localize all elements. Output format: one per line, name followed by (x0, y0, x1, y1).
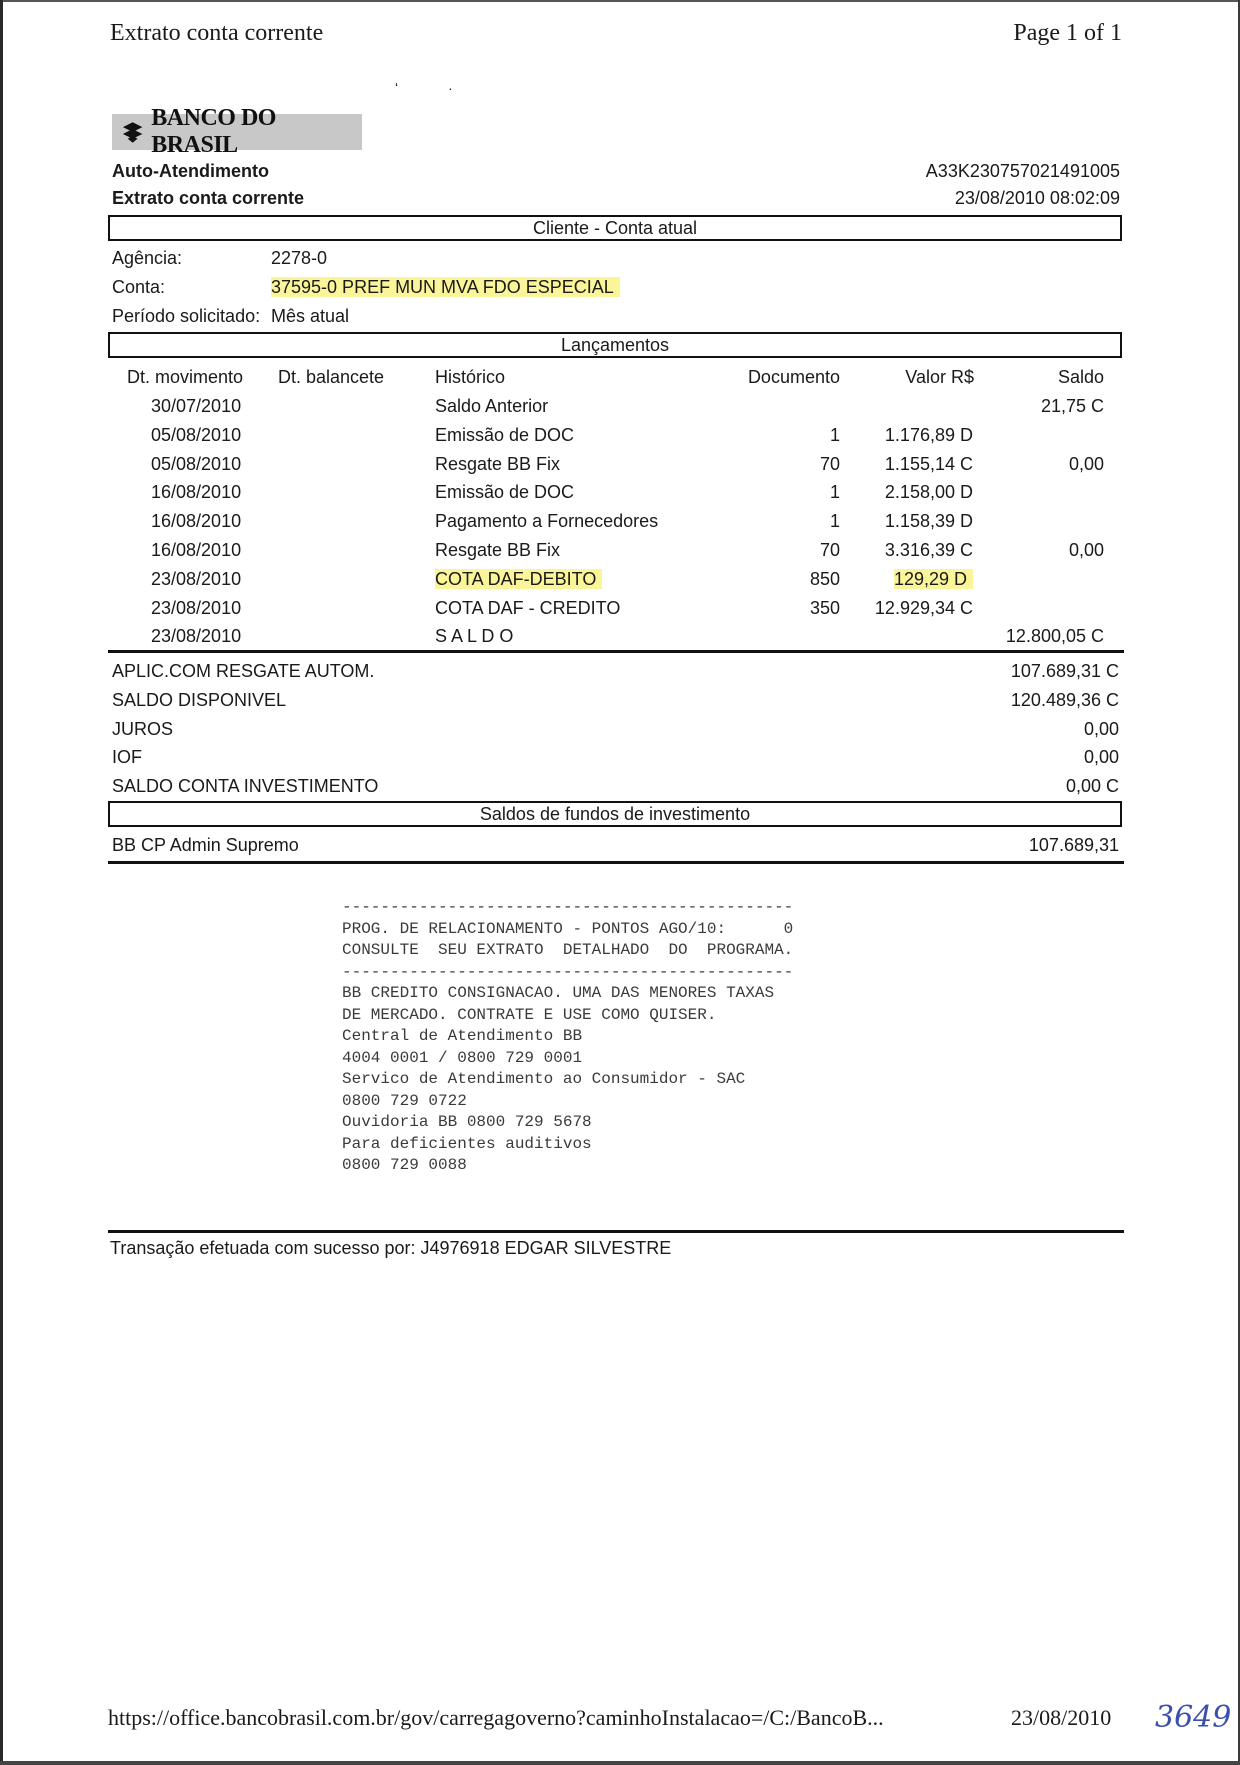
scan-edge-bottom (0, 1761, 1240, 1765)
col-valor: Valor R$ (905, 367, 974, 387)
message-line: DE MERCADO. CONTRATE E USE COMO QUISER. (342, 1005, 717, 1024)
periodo-label: Período solicitado: (112, 306, 261, 326)
document-title: Extrato conta corrente (112, 188, 305, 208)
lancamentos-header: Lançamentos (108, 332, 1122, 358)
cell-valor: 1.158,39 D (884, 511, 973, 532)
cell-dt-movimento: 23/08/2010 (151, 626, 242, 647)
cell-valor: 1.176,89 D (884, 424, 973, 445)
col-dt-movimento: Dt. movimento (127, 367, 244, 387)
handwritten-page-number: 3649 (1155, 1700, 1232, 1735)
print-url: https://office.bancobrasil.com.br/gov/carregagoverno?caminhoInstalacao=/C:/BancoB... (108, 1705, 884, 1730)
summary-value: 0,00 (1083, 747, 1119, 768)
cell-historico: Resgate BB Fix (435, 540, 561, 560)
cell-saldo: 21,75 C (1040, 396, 1104, 416)
cell-historico: Emissão de DOC (435, 424, 575, 445)
message-line: 0800 729 0088 (342, 1156, 467, 1174)
message-line: Servico de Atendimento ao Consumidor - SAC (342, 1070, 746, 1088)
print-page-indicator: Page 1 of 1 (1013, 20, 1122, 46)
lancamentos-bottom-rule (108, 650, 1124, 653)
cell-saldo: 0,00 (1068, 453, 1104, 474)
summary-label: JUROS (112, 718, 174, 739)
cell-documento: 350 (809, 597, 840, 618)
cell-valor: 2.158,00 D (884, 482, 973, 503)
conta-value (271, 277, 620, 298)
cell-saldo: 12.800,05 C (1005, 626, 1104, 647)
cell-dt-movimento: 23/08/2010 (151, 568, 242, 589)
cell-documento: 1 (829, 424, 840, 445)
message-divider-middle: ----------------------------------------------- (342, 962, 794, 981)
cell-documento: 850 (809, 568, 840, 589)
print-date: 23/08/2010 (1011, 1705, 1112, 1730)
cell-dt-movimento: 23/08/2010 (151, 597, 242, 618)
col-documento: Documento (747, 367, 840, 387)
cell-dt-movimento: 16/08/2010 (151, 511, 242, 532)
message-line: 4004 0001 / 0800 729 0001 (342, 1048, 583, 1067)
fundo-value: 107.689,31 (1028, 835, 1119, 855)
periodo-value: Mês atual (271, 306, 350, 326)
cell-documento: 70 (819, 540, 840, 560)
scan-edge-top (0, 0, 1240, 2)
agencia-label: Agência: (112, 248, 183, 268)
cell-dt-movimento: 16/08/2010 (151, 482, 242, 503)
cell-dt-movimento: 05/08/2010 (151, 424, 242, 445)
summary-label: SALDO CONTA INVESTIMENTO (112, 776, 379, 797)
cell-historico: S A L D O (435, 626, 514, 647)
cell-historico (435, 569, 602, 590)
banco-do-brasil-logo (112, 105, 362, 158)
summary-value: 107.689,31 C (1010, 661, 1119, 681)
summary-label: SALDO DISPONIVEL (112, 689, 287, 710)
summary-value: 120.489,36 C (1010, 689, 1119, 710)
cell-historico: Saldo Anterior (435, 396, 549, 416)
transaction-status: Transação efetuada com sucesso por: J4976918 EDGAR SILVESTRE (110, 1238, 672, 1258)
cell-documento: 1 (829, 482, 840, 503)
cell-historico: COTA DAF - CREDITO (435, 597, 621, 618)
message-line: 0800 729 0722 (342, 1091, 467, 1110)
message-line: Para deficientes auditivos (342, 1134, 592, 1153)
message-divider-top: ----------------------------------------------- (342, 898, 794, 916)
scan-edge-left (0, 0, 3, 1765)
summary-label: IOF (112, 747, 142, 768)
highlighted-entry: 129,29 D (894, 569, 973, 589)
col-historico: Histórico (435, 367, 506, 387)
col-saldo: Saldo (1057, 367, 1104, 387)
cell-historico: Resgate BB Fix (435, 453, 561, 474)
summary-label: APLIC.COM RESGATE AUTOM. (112, 661, 375, 681)
bb-logo-icon (120, 119, 145, 145)
agencia-value: 2278-0 (271, 248, 328, 268)
print-page-title: Extrato conta corrente (110, 20, 324, 46)
fundo-name: BB CP Admin Supremo (112, 835, 299, 855)
message-line: CONSULTE SEU EXTRATO DETALHADO DO PROGRAMA. (342, 941, 794, 959)
message-line: PROG. DE RELACIONAMENTO - PONTOS AGO/10: 0 (342, 919, 794, 938)
cell-dt-movimento: 05/08/2010 (151, 453, 242, 474)
cell-valor: 12.929,34 C (874, 597, 973, 618)
cell-documento: 1 (829, 511, 840, 532)
message-line: Central de Atendimento BB (342, 1027, 583, 1045)
highlighted-entry: COTA DAF-DEBITO (435, 569, 602, 589)
fundos-bottom-rule (108, 861, 1124, 864)
cell-documento: 70 (819, 453, 840, 474)
timestamp: 23/08/2010 08:02:09 (954, 188, 1120, 208)
cell-saldo: 0,00 (1068, 540, 1104, 560)
conta-label: Conta: (112, 277, 166, 297)
conta-value-highlight: 37595-0 PREF MUN MVA FDO ESPECIAL (271, 277, 620, 297)
status-top-rule (108, 1230, 1124, 1233)
service-name: Auto-Atendimento (112, 161, 269, 181)
client-section-header: Cliente - Conta atual (108, 215, 1122, 241)
summary-value: 0,00 C (1065, 776, 1119, 797)
auth-code: A33K230757021491005 (925, 161, 1120, 181)
cell-historico: Pagamento a Fornecedores (435, 511, 659, 532)
cell-dt-movimento: 16/08/2010 (151, 540, 242, 560)
cell-valor: 1.155,14 C (884, 453, 973, 474)
cell-valor (840, 569, 973, 590)
message-line: BB CREDITO CONSIGNACAO. UMA DAS MENORES TAXAS (342, 984, 775, 1002)
cell-historico: Emissão de DOC (435, 482, 575, 503)
cell-valor: 3.316,39 C (884, 540, 973, 560)
col-dt-balancete: Dt. balancete (278, 367, 385, 387)
fundos-header: Saldos de fundos de investimento (108, 801, 1122, 827)
cell-dt-movimento: 30/07/2010 (151, 396, 242, 416)
message-line: Ouvidoria BB 0800 729 5678 (342, 1113, 592, 1131)
logo-text: BANCO DO BRASIL (151, 105, 276, 158)
summary-value: 0,00 (1083, 718, 1119, 739)
scan-specks: ʻ· (395, 80, 503, 96)
bank-messages (342, 897, 793, 1177)
